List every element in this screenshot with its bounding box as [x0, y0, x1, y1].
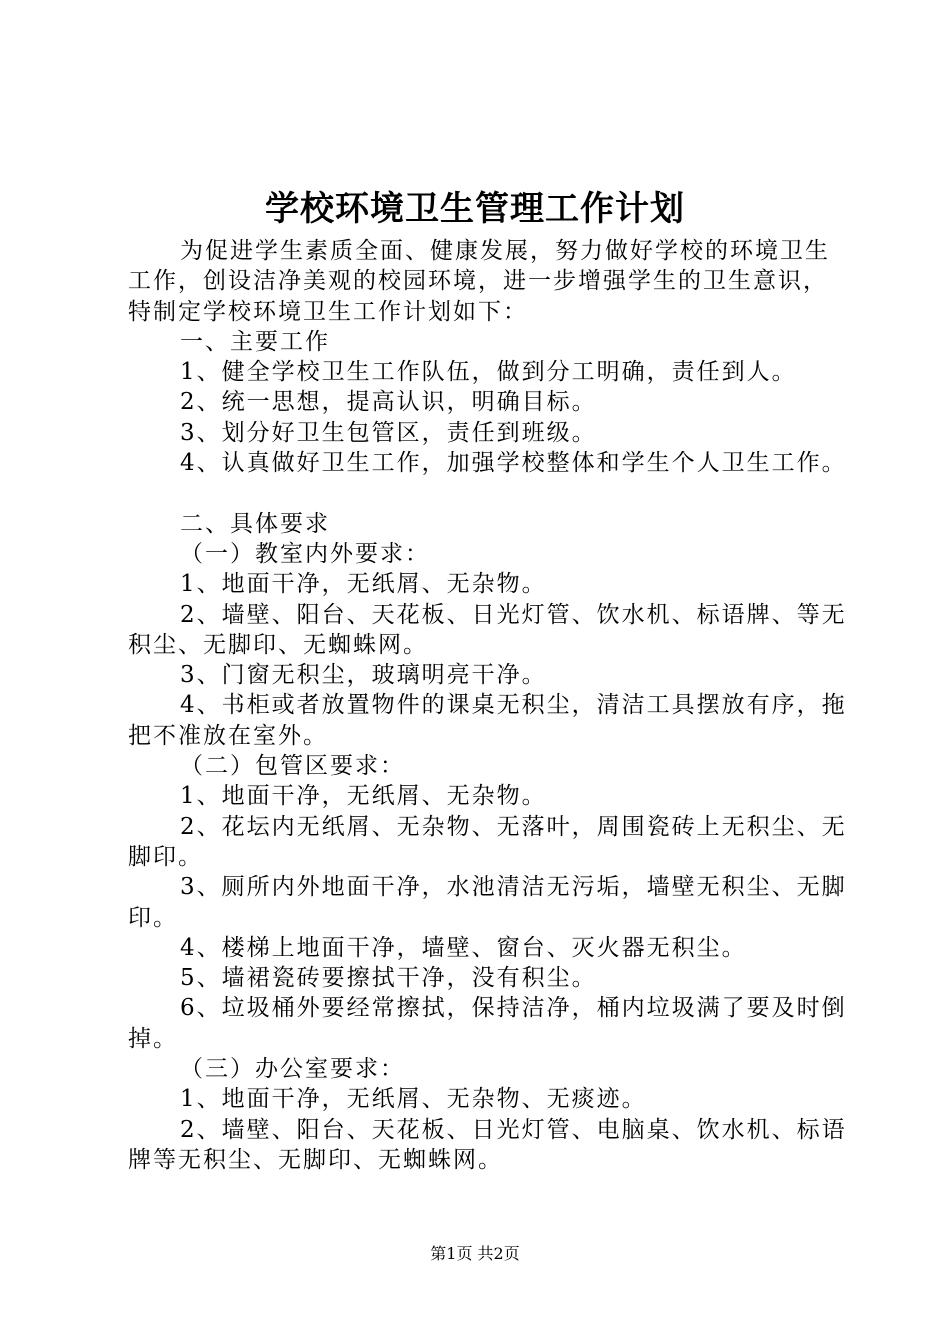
- blank-line: [128, 478, 848, 508]
- paragraph: 1、健全学校卫生工作队伍，做到分工明确，责任到人。: [180, 359, 797, 386]
- section-heading: 一、主要工作: [180, 328, 330, 355]
- document-title: 学校环境卫生管理工作计划: [265, 189, 685, 229]
- paragraph: 2、墙壁、阳台、天花板、日光灯管、饮水机、标语牌、等无积尘、无脚印、无蜘蛛网。: [128, 601, 847, 658]
- paragraph: 1、地面干净，无纸屑、无杂物、无痰迹。: [180, 1086, 647, 1113]
- subsection-heading: （三）办公室要求：: [180, 1056, 405, 1083]
- paragraph: 1、地面干净，无纸屑、无杂物。: [180, 571, 547, 598]
- paragraph: 2、花坛内无纸屑、无杂物、无落叶，周围瓷砖上无积尘、无脚印。: [128, 813, 847, 870]
- paragraph: 1、地面干净，无纸屑、无杂物。: [180, 783, 547, 810]
- subsection-heading: （二）包管区要求：: [180, 753, 405, 780]
- paragraph: 6、垃圾桶外要经常擦拭，保持洁净，桶内垃圾满了要及时倒掉。: [128, 995, 847, 1052]
- subsection-heading: （一）教室内外要求：: [180, 540, 430, 567]
- paragraph: 4、书柜或者放置物件的课桌无积尘，清洁工具摆放有序，拖把不准放在室外。: [128, 692, 847, 749]
- paragraph: 2、统一思想，提高认识，明确目标。: [180, 389, 597, 416]
- paragraph: 3、厕所内外地面干净，水池清洁无污垢，墙壁无积尘、无脚印。: [128, 874, 847, 931]
- document-body: [128, 236, 848, 1175]
- paragraph: 2、墙壁、阳台、天花板、日光灯管、电脑桌、饮水机、标语牌等无积尘、无脚印、无蜘蛛网。: [128, 1116, 847, 1173]
- section-heading: 二、具体要求: [180, 510, 330, 537]
- paragraph: 3、门窗无积尘，玻璃明亮干净。: [180, 662, 547, 689]
- paragraph: 5、墙裙瓷砖要擦拭干净，没有积尘。: [180, 965, 597, 992]
- paragraph: 3、划分好卫生包管区，责任到班级。: [180, 419, 597, 446]
- page-footer: 第1页 共2页: [430, 1244, 520, 1263]
- paragraph: 4、认真做好卫生工作，加强学校整体和学生个人卫生工作。: [180, 450, 847, 477]
- paragraph: 4、楼梯上地面干净，墙壁、窗台、灭火器无积尘。: [180, 934, 747, 961]
- paragraph-intro: 为促进学生素质全面、健康发展，努力做好学校的环境卫生工作，创设洁净美观的校园环境，进一步增强学生的卫生意识，特制定学校环境卫生工作计划如下：: [128, 238, 830, 325]
